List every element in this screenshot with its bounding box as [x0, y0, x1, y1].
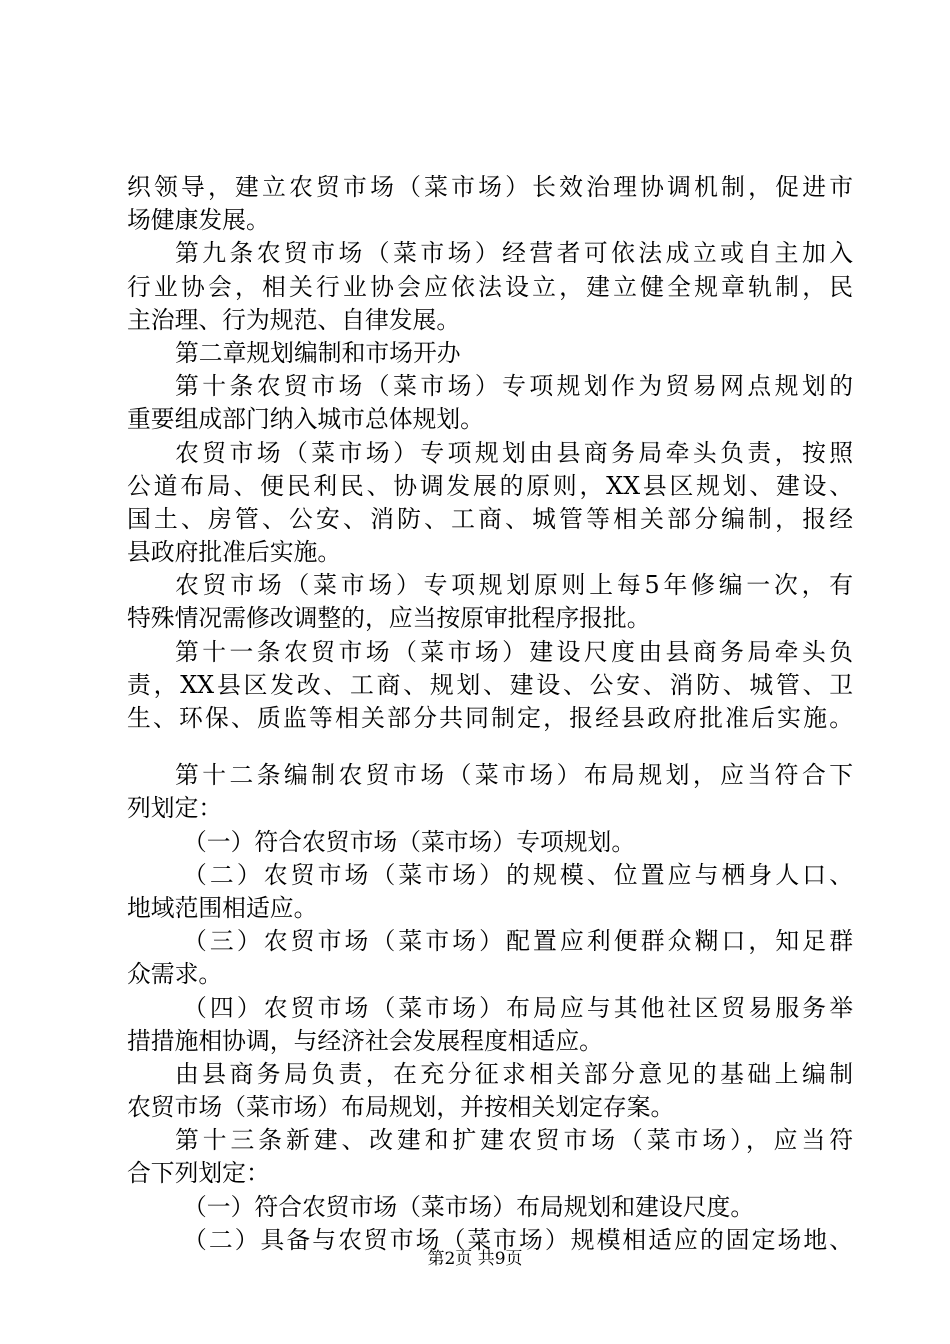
text-line: 农贸市场（菜市场）布局规划，并按相关划定存案。	[127, 1093, 675, 1122]
list-item: （二）具备与农贸市场（菜市场）规模相适应的固定场地、	[183, 1225, 853, 1254]
paragraph-gap	[127, 735, 853, 759]
article-9-paragraph: 第九条农贸市场（菜市场）经营者可依法成立或自主加入	[175, 239, 853, 268]
text-line: 织领导，建立农贸市场（菜市场）长效治理协调机制，促进市	[127, 173, 853, 201]
text-line: 县政府批准后实施。	[127, 538, 342, 567]
text-line: 措措施相协调，与经济社会发展程度相适应。	[127, 1026, 603, 1055]
list-item: （四）农贸市场（菜市场）布局应与其他社区贸易服务举	[183, 993, 853, 1022]
chapter-heading: 第二章规划编制和市场开办	[175, 338, 461, 367]
text-line: 合下列划定：	[127, 1159, 270, 1188]
text-line: 众需求。	[127, 960, 223, 989]
text-line: 责，XX县区发改、工商、规划、建设、公安、消防、城管、卫	[127, 670, 853, 699]
text-line: 公道布局、便民利民、协调发展的原则，XX县区规划、建设、	[127, 471, 853, 500]
text-line: 列划定：	[127, 794, 223, 823]
paragraph: 由县商务局负责，在充分征求相关部分意见的基础上编制	[175, 1059, 853, 1088]
list-item: （一）符合农贸市场（菜市场）专项规划。	[183, 827, 636, 856]
document-body	[127, 171, 853, 1257]
text-line: 地域范围相适应。	[127, 893, 318, 922]
article-13-paragraph: 第十三条新建、改建和扩建农贸市场（菜市场），应当符	[175, 1126, 853, 1155]
paragraph: 农贸市场（菜市场）专项规划原则上每5年修编一次，有	[175, 571, 853, 600]
list-item: （一）符合农贸市场（菜市场）布局规划和建设尺度。	[183, 1192, 755, 1221]
list-item: （二）农贸市场（菜市场）的规模、位置应与栖身人口、	[183, 860, 853, 889]
text-line: 生、环保、质监等相关部分共同制定，报经县政府批准后实施。	[127, 704, 853, 732]
text-line: 场健康发展。	[127, 206, 270, 235]
text-line: 主治理、行为规范、自律发展。	[127, 305, 461, 334]
text-line: 重要组成部门纳入城市总体规划。	[127, 405, 484, 434]
text-line: 特殊情况需修改调整的，应当按原审批程序报批。	[127, 604, 651, 633]
list-item: （三）农贸市场（菜市场）配置应利便群众糊口，知足群	[183, 927, 853, 956]
text-line: 行业协会，相关行业协会应依法设立，建立健全规章轨制，民	[127, 272, 853, 301]
page-number-footer: 第2页 共9页	[427, 1249, 523, 1269]
article-12-paragraph: 第十二条编制农贸市场（菜市场）布局规划，应当符合下	[175, 761, 853, 790]
article-10-paragraph: 第十条农贸市场（菜市场）专项规划作为贸易网点规划的	[175, 372, 853, 401]
article-11-paragraph: 第十一条农贸市场（菜市场）建设尺度由县商务局牵头负	[175, 637, 853, 666]
text-line: 国土、房管、公安、消防、工商、城管等相关部分编制，报经	[127, 504, 853, 533]
paragraph: 农贸市场（菜市场）专项规划由县商务局牵头负责，按照	[175, 438, 853, 467]
